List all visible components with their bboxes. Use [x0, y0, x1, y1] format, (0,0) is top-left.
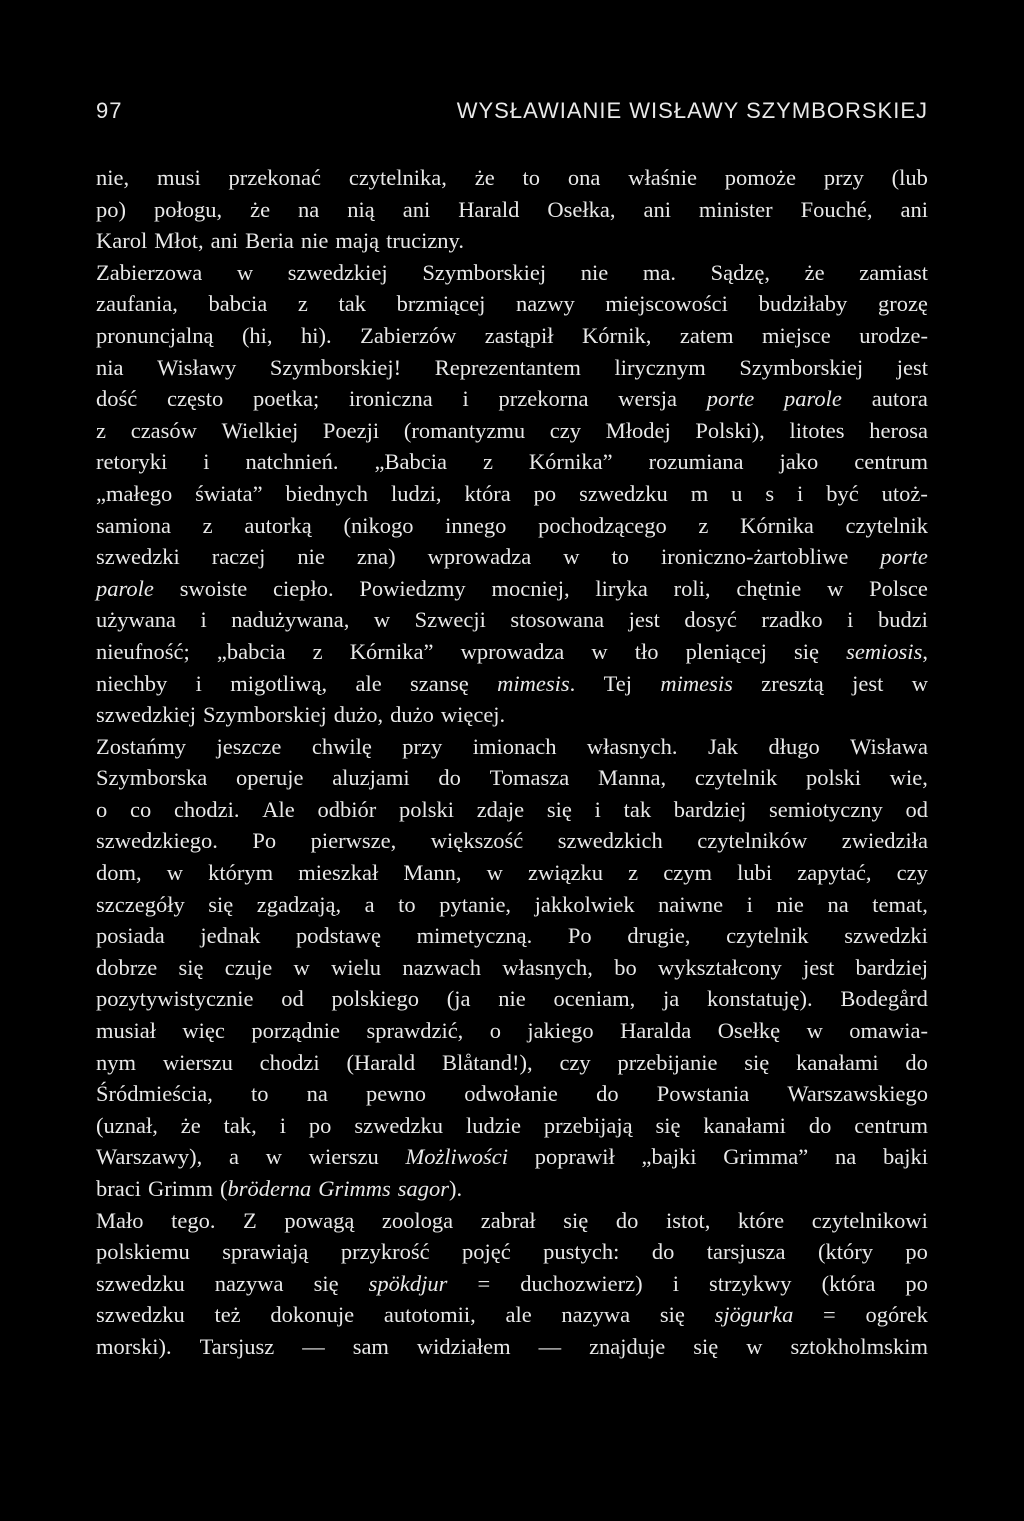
text-line: morski). Tarsjusz — sam widziałem — znajduje się w sztokholmskim	[96, 1333, 928, 1359]
text-line: szwedzki raczej nie zna) wprowadza w to ironiczno-żartobliwe porte	[96, 544, 928, 570]
text-line: nym wierszu chodzi (Harald Blåtand!), czy przebijanie się kanałami do	[96, 1049, 928, 1075]
text-line: Mało tego. Z powagą zoologa zabrał się do istot, które czytelnikowi	[96, 1207, 928, 1233]
text-line: po) połogu, że na nią ani Harald Osełka, ani minister Fouché, ani	[96, 196, 928, 222]
text-line: szwedzku też dokonuje autotomii, ale nazywa się sjögurka = ogórek	[96, 1302, 928, 1328]
text-line: Zabierzowa w szwedzkiej Szymborskiej nie ma. Sądzę, że zamiast	[96, 259, 928, 285]
page-header	[96, 98, 928, 138]
text-line: nie, musi przekonać czytelnika, że to ona właśnie pomoże przy (lub	[96, 165, 928, 190]
text-line: dobrze się czuje w wielu nazwach własnych, bo wykształcony jest bardziej	[96, 954, 928, 980]
text-line: szwedzkiego. Po pierwsze, większość szwedzkich czytelników zwiedziła	[96, 828, 928, 854]
text-line: Karol Młot, ani Beria nie mają trucizny.	[96, 228, 464, 254]
text-line: używana i nadużywana, w Szwecji stosowana jest dosyć rzadko i budzi	[96, 607, 928, 633]
text-line: musiał więc porządnie sprawdzić, o jakiego Haralda Osełkę w omawia-	[96, 1018, 928, 1044]
text-line: „małego świata” biednych ludzi, która po szwedzku m u s i być utoż-	[96, 480, 928, 506]
text-line: Szymborska operuje aluzjami do Tomasza Manna, czytelnik polski wie,	[96, 765, 928, 791]
text-line: dość często poetka; ironiczna i przekorna wersja porte parole autora	[96, 386, 928, 412]
text-line: Warszawy), a w wierszu Możliwości poprawił „bajki Grimma” na bajki	[96, 1144, 928, 1170]
text-line: retoryki i natchnień. „Babcia z Kórnika” rozumiana jako centrum	[96, 449, 928, 475]
text-line: szwedzku nazywa się spökdjur = duchozwierz) i strzykwy (która po	[96, 1270, 928, 1296]
text-line: pronuncjalną (hi, hi). Zabierzów zastąpił Kórnik, zatem miejsce urodze-	[96, 322, 928, 348]
text-line: parole swoiste ciepło. Powiedzmy mocniej, liryka roli, chętnie w Polsce	[96, 575, 928, 601]
text-line: braci Grimm (bröderna Grimms sagor).	[96, 1176, 463, 1201]
text-line: szwedzkiej Szymborskiej dużo, dużo więcej.	[96, 702, 506, 728]
text-line: o co chodzi. Ale odbiór polski zdaje się i tak bardziej semiotyczny od	[96, 796, 928, 822]
text-line: Zostańmy jeszcze chwilę przy imionach własnych. Jak długo Wisława	[96, 733, 928, 759]
text-line: szczegóły się zgadzają, a to pytanie, jakkolwiek naiwne i nie na temat,	[96, 891, 928, 917]
text-line: posiada jednak podstawę mimetyczną. Po drugie, czytelnik szwedzki	[96, 923, 928, 949]
text-line: Śródmieścia, to na pewno odwołanie do Powstania Warszawskiego	[96, 1081, 928, 1107]
text-line: pozytywistycznie od polskiego (ja nie oceniam, ja konstatuję). Bodegård	[96, 986, 928, 1012]
text-line: samiona z autorką (nikogo innego pochodzącego z Kórnika czytelnik	[96, 512, 928, 538]
text-line: z czasów Wielkiej Poezji (romantyzmu czy Młodej Polski), litotes herosa	[96, 417, 928, 443]
text-line: polskiemu sprawiają przykrość pojęć pustych: do tarsjusza (który po	[96, 1239, 928, 1265]
running-title: WYSŁAWIANIE WISŁAWY SZYMBORSKIEJ	[456, 98, 928, 123]
page-number: 97	[96, 98, 123, 123]
text-line: niechby i migotliwą, ale szansę mimesis. Tej mimesis zresztą jest w	[96, 670, 928, 696]
text-line: nieufność; „babcia z Kórnika” wprowadza w tło pleniącej się semiosis,	[96, 638, 928, 664]
body-text	[96, 162, 928, 1363]
text-line: (uznał, że tak, i po szwedzku ludzie przebijają się kanałami do centrum	[96, 1112, 928, 1138]
text-line: dom, w którym mieszkał Mann, w związku z czym lubi zapytać, czy	[96, 860, 928, 886]
text-line: nia Wisławy Szymborskiej! Reprezentantem lirycznym Szymborskiej jest	[96, 354, 928, 380]
text-line: zaufania, babcia z tak brzmiącej nazwy miejscowości budziłaby grozę	[96, 291, 928, 317]
